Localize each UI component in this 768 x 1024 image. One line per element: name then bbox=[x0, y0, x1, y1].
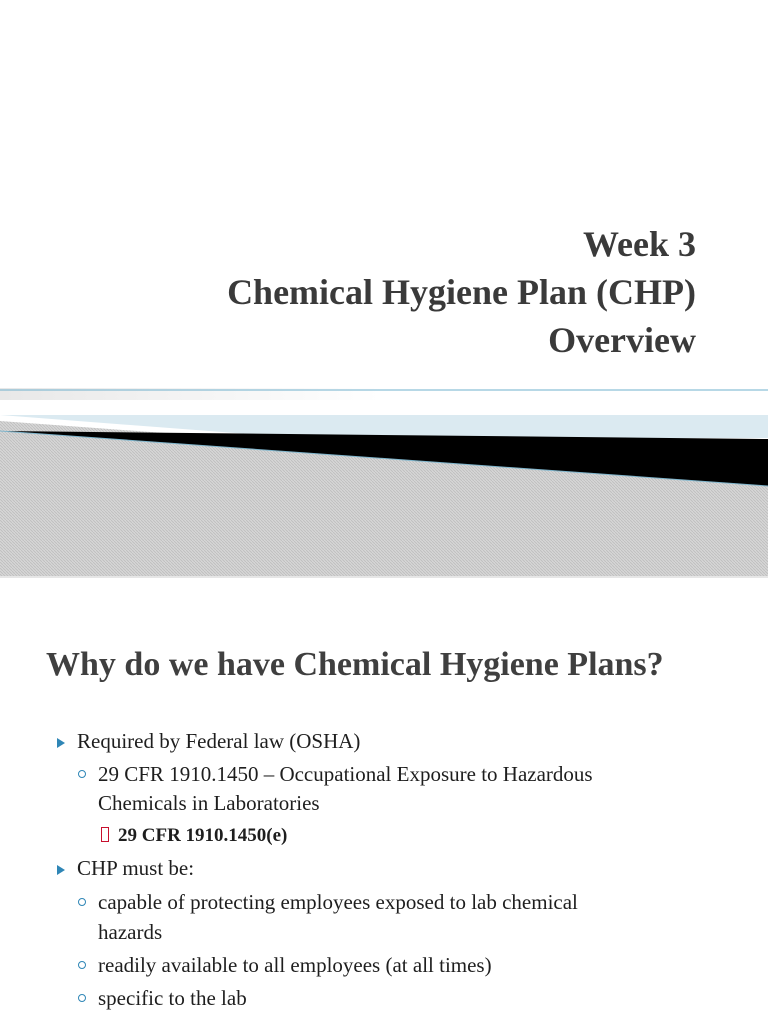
slide-title bbox=[227, 220, 696, 364]
bullet-item-continuation: hazards bbox=[98, 920, 163, 944]
circle-bullet-icon bbox=[78, 961, 86, 969]
bullet-item: Required by Federal law (OSHA) bbox=[77, 729, 361, 753]
bullet-item: CHP must be: bbox=[77, 856, 195, 880]
title-line-main: Chemical Hygiene Plan (CHP) bbox=[227, 272, 696, 312]
circle-bullet-icon bbox=[78, 770, 86, 778]
triangle-bullet-icon bbox=[57, 738, 65, 748]
bullet-item-continuation: Chemicals in Laboratories bbox=[98, 791, 320, 815]
bullet-item: capable of protecting employees exposed to lab chemical bbox=[98, 890, 578, 914]
decorative-band bbox=[0, 385, 768, 576]
slide2-title: Why do we have Chemical Hygiene Plans? bbox=[46, 646, 664, 683]
bullet-item: specific to the lab bbox=[98, 986, 247, 1010]
title-line-overview: Overview bbox=[548, 320, 696, 360]
square-bullet-icon bbox=[101, 827, 109, 842]
title-line-week: Week 3 bbox=[583, 224, 696, 264]
circle-bullet-icon bbox=[78, 898, 86, 906]
bullet-item: readily available to all employees (at all times) bbox=[98, 953, 492, 977]
content-slide bbox=[0, 578, 768, 1024]
triangle-bullet-icon bbox=[57, 865, 65, 875]
bullet-item: 29 CFR 1910.1450(e) bbox=[118, 825, 288, 846]
circle-bullet-icon bbox=[78, 994, 86, 1002]
bullet-item: 29 CFR 1910.1450 – Occupational Exposure to Hazardous bbox=[98, 762, 593, 786]
